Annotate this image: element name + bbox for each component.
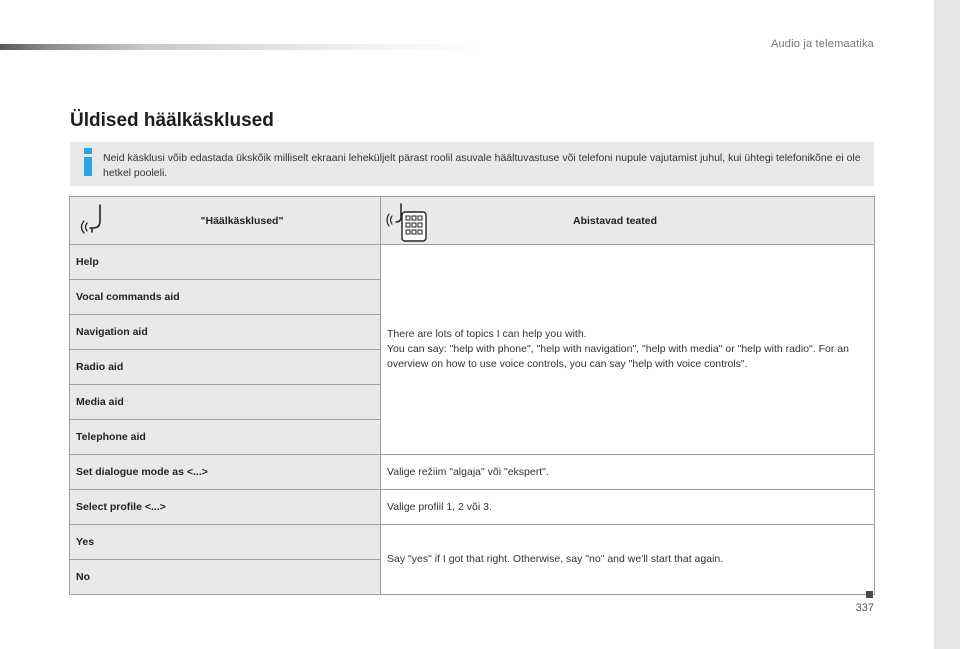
info-box — [70, 142, 874, 186]
voice-command-icon — [78, 201, 108, 239]
voice-commands-table — [69, 196, 875, 595]
command-select-profile: Select profile <...> — [70, 490, 381, 525]
info-text: Neid käsklusi võib edastada ükskõik milliselt ekraani leheküljelt pärast roolil asuvale häältuvastuse või telefoni nupule vajutamist juhul, kui ühtegi telefonikõne ei ole hetkel pooleli. — [103, 152, 861, 179]
help-response-line1: There are lots of topics I can help you with. — [387, 328, 587, 340]
command-navigation-aid: Navigation aid — [70, 315, 381, 350]
command-set-dialogue-mode: Set dialogue mode as <...> — [70, 455, 381, 490]
help-response — [381, 245, 875, 455]
yesno-response: Say "yes" if I got that right. Otherwise, say "no" and we'll start that again. — [381, 525, 875, 595]
command-yes: Yes — [70, 525, 381, 560]
command-telephone-aid: Telephone aid — [70, 420, 381, 455]
page-edge-band — [934, 0, 960, 649]
command-radio-aid: Radio aid — [70, 350, 381, 385]
table-row — [70, 525, 875, 560]
command-help: Help — [70, 245, 381, 280]
page-corner-mark — [866, 591, 873, 598]
table-header-row — [70, 197, 875, 245]
header-responses-cell — [381, 197, 875, 245]
command-media-aid: Media aid — [70, 385, 381, 420]
section-label: Audio ja telemaatika — [770, 38, 874, 50]
profile-response: Valige profiil 1, 2 või 3. — [381, 490, 875, 525]
info-icon — [84, 148, 92, 176]
command-vocal-commands-aid: Vocal commands aid — [70, 280, 381, 315]
command-no: No — [70, 560, 381, 595]
header-responses-label: Abistavad teated — [573, 214, 658, 227]
dialogue-response: Valige režiim "algaja" või "ekspert". — [381, 455, 875, 490]
table-row — [70, 455, 875, 490]
help-response-line2: You can say: "help with phone", "help with navigation", "help with media" or "help with radio". For an overview on how to use voice controls, you can say "help with voice controls". — [387, 343, 849, 370]
header-commands-cell — [70, 197, 381, 245]
page-title: Üldised häälkäsklused — [70, 110, 274, 131]
voice-assist-screen-icon — [385, 201, 429, 243]
page-number: 337 — [855, 602, 874, 614]
table-row — [70, 245, 875, 280]
table-row — [70, 490, 875, 525]
header-commands-label: "Häälkäsklused" — [200, 214, 284, 227]
header-gradient-bar — [0, 44, 480, 50]
